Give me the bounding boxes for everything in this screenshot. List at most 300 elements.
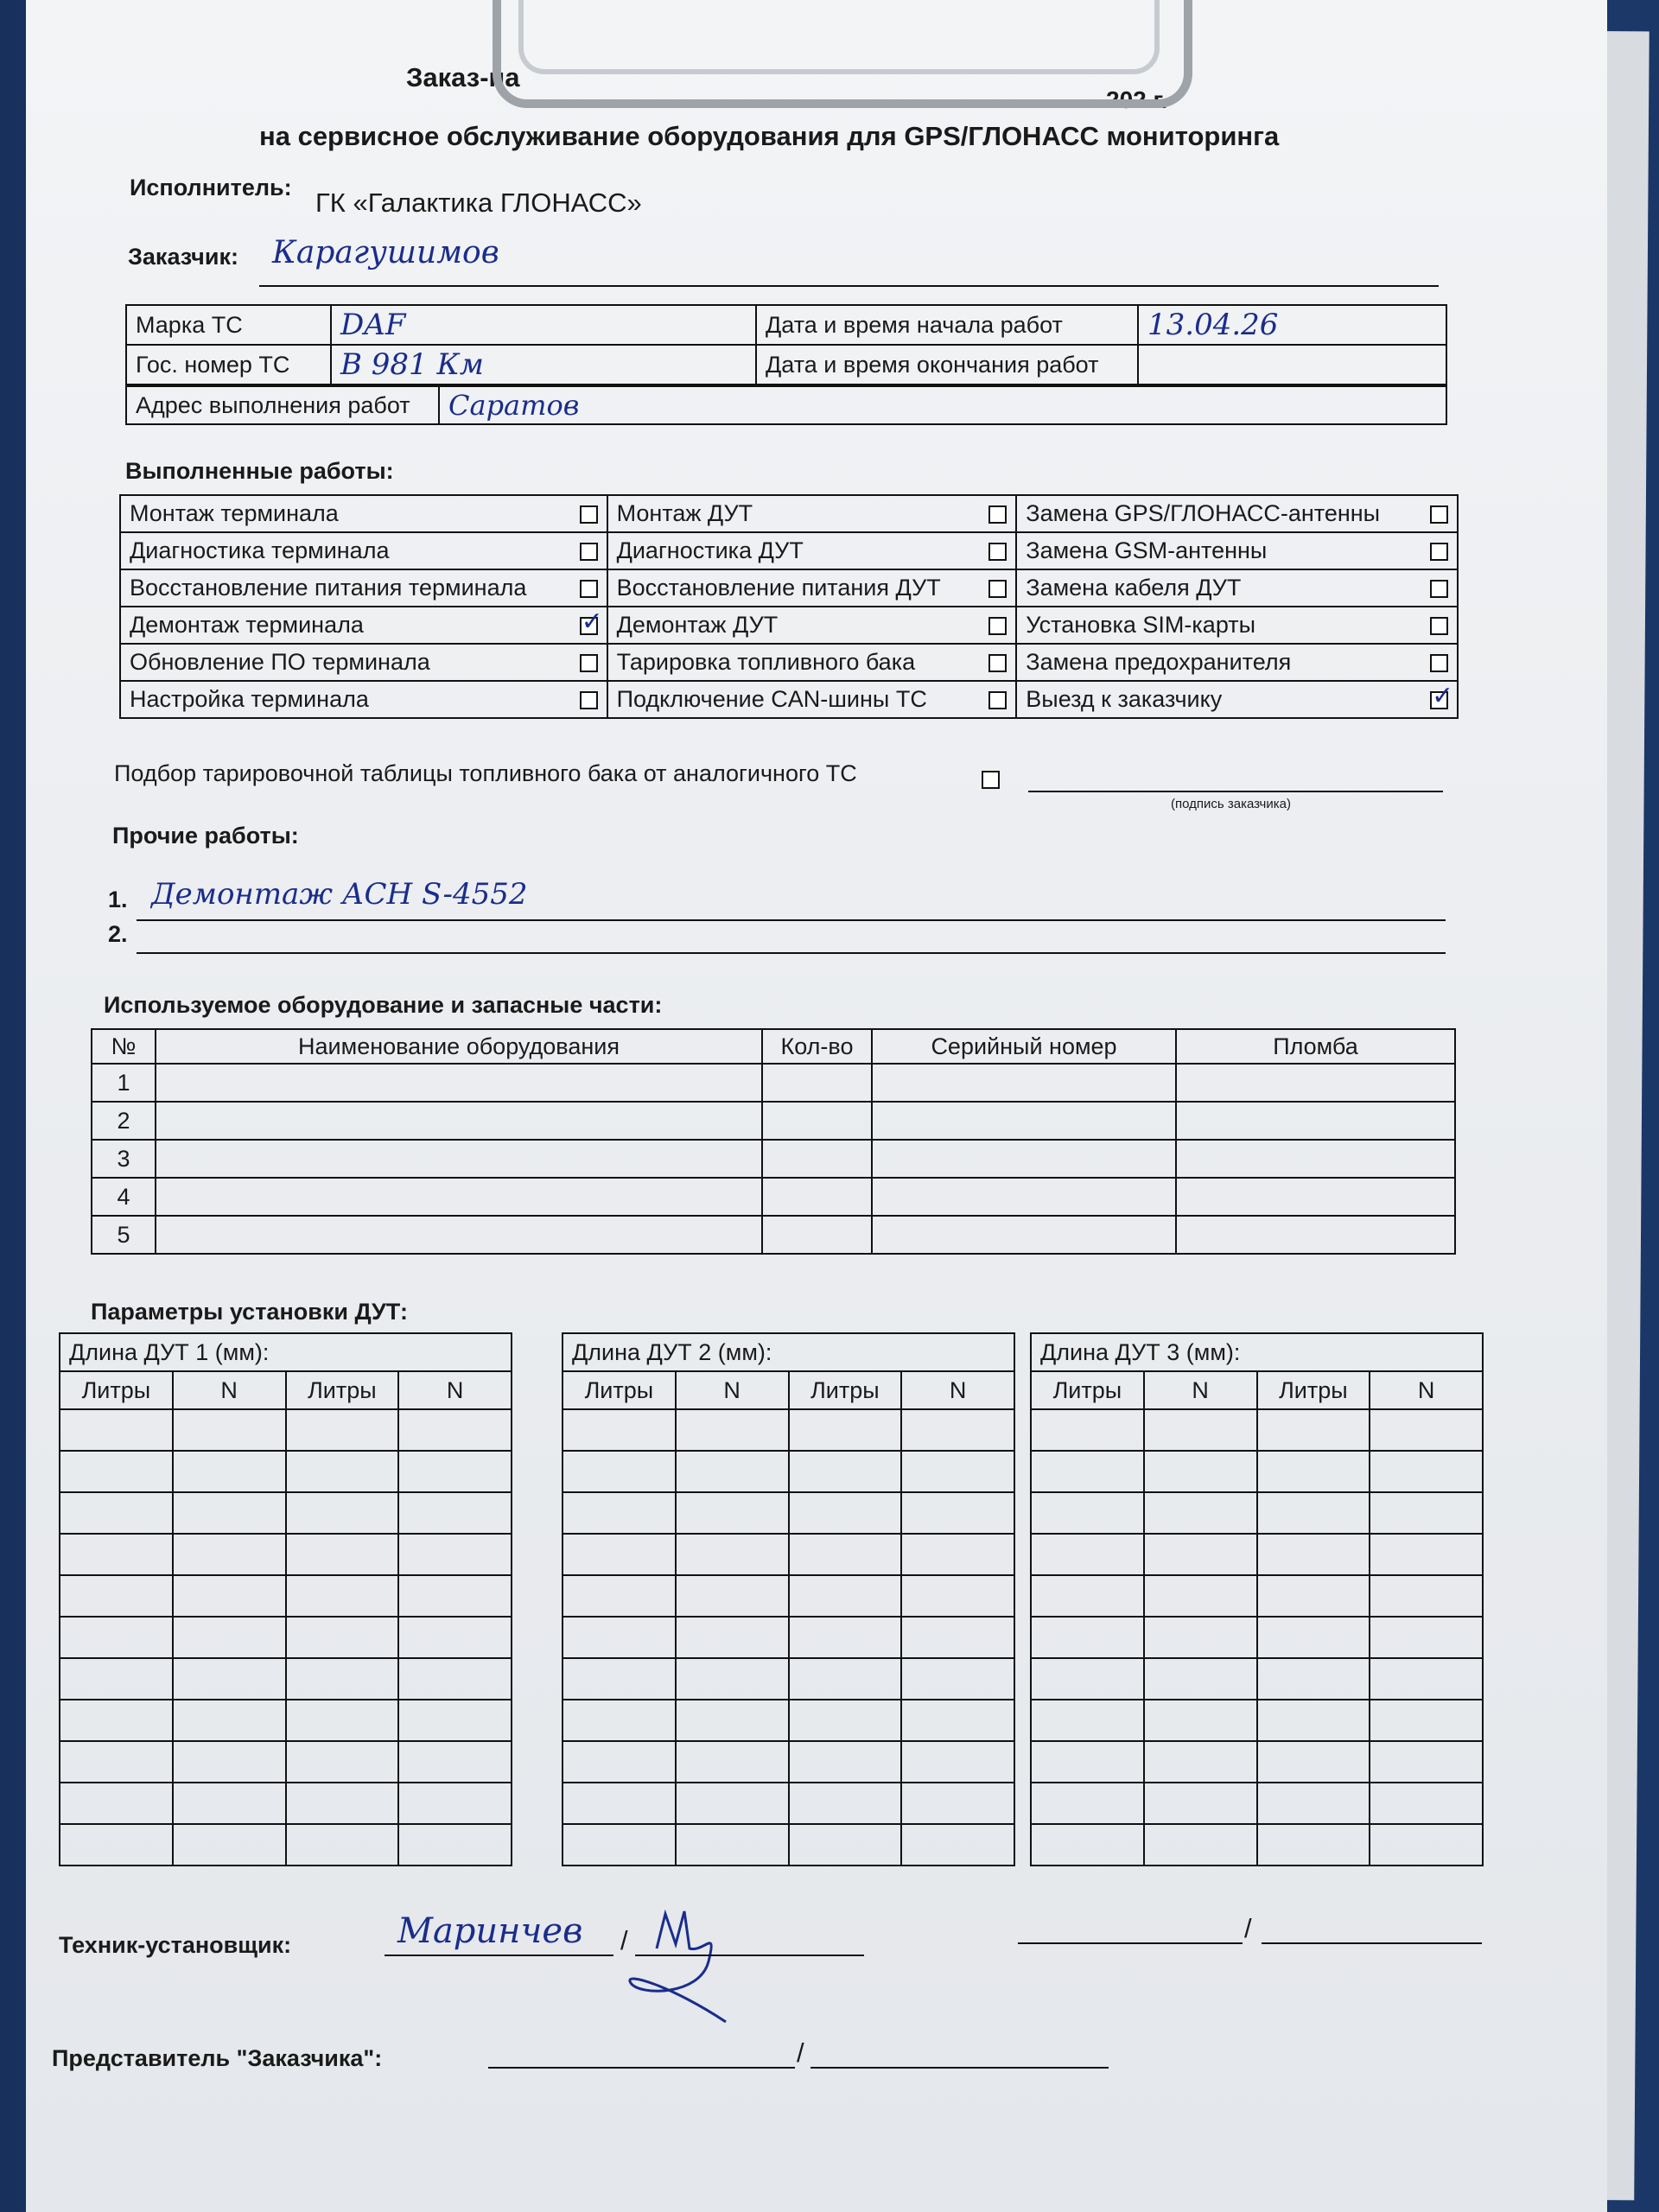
fuel-table-cell[interactable] (563, 1534, 676, 1575)
equipment-row-number: 3 (92, 1140, 156, 1178)
fuel-table-cell[interactable] (563, 1824, 676, 1866)
work-item-checkbox[interactable] (988, 580, 1007, 598)
fuel-table-cell[interactable] (1144, 1492, 1257, 1534)
fuel-table-row (563, 1451, 1014, 1492)
fuel-table-cell[interactable] (901, 1783, 1014, 1824)
fuel-table-cell[interactable] (1370, 1824, 1483, 1866)
work-item-label: Обновление ПО терминала (120, 644, 563, 681)
fuel-table-row (563, 1741, 1014, 1783)
equipment-row-number: 5 (92, 1216, 156, 1254)
equipment-row (92, 1140, 1455, 1178)
fuel-table-title-row (563, 1333, 1014, 1371)
fuel-table-row (60, 1783, 512, 1824)
fuel-table-cell[interactable] (676, 1575, 789, 1617)
equipment-header-cell: № (92, 1029, 156, 1064)
fuel-table-cell[interactable] (1257, 1534, 1370, 1575)
fuel-table-cell[interactable] (1370, 1700, 1483, 1741)
fuel-table-row (60, 1824, 512, 1866)
fuel-table-cell[interactable] (676, 1783, 789, 1824)
work-item-label: Замена GPS/ГЛОНАСС-антенны (1016, 495, 1414, 532)
customer-rep-line-1 (488, 2067, 795, 2069)
fuel-table-row (60, 1534, 512, 1575)
clipboard-clip-inner (518, 0, 1160, 74)
works-table (119, 494, 1459, 719)
work-item-checkbox[interactable] (1430, 691, 1448, 709)
equipment-cell[interactable] (762, 1102, 872, 1140)
equipment-cell[interactable] (872, 1178, 1176, 1216)
fuel-table-cell[interactable] (286, 1409, 399, 1451)
fuel-table-header-cell: Литры (789, 1371, 902, 1409)
equipment-cell[interactable] (872, 1064, 1176, 1102)
customer-underline (259, 285, 1439, 287)
fuel-table-cell[interactable] (1031, 1617, 1144, 1658)
equipment-cell[interactable] (1176, 1140, 1455, 1178)
fuel-table-cell[interactable] (286, 1451, 399, 1492)
work-item-label: Установка SIM-карты (1016, 607, 1414, 644)
fuel-table-cell[interactable] (398, 1700, 512, 1741)
fuel-table-cell[interactable] (1257, 1741, 1370, 1783)
equipment-cell[interactable] (156, 1178, 762, 1216)
work-item-checkbox[interactable] (988, 505, 1007, 524)
end-value (1138, 345, 1446, 385)
fuel-table-cell[interactable] (1257, 1783, 1370, 1824)
work-item-checkbox-cell (1414, 681, 1458, 718)
fuel-table-cell[interactable] (563, 1451, 676, 1492)
work-item-label: Настройка терминала (120, 681, 563, 718)
fuel-table-header-cell: Литры (286, 1371, 399, 1409)
fuel-table-cell[interactable] (173, 1409, 286, 1451)
fuel-table-row (563, 1700, 1014, 1741)
fuel-table-cell[interactable] (173, 1575, 286, 1617)
fuel-table-row (563, 1492, 1014, 1534)
fuel-table-cell[interactable] (789, 1492, 902, 1534)
fuel-table-row (60, 1617, 512, 1658)
fuel-table-cell[interactable] (1031, 1824, 1144, 1866)
fuel-table-cell[interactable] (1031, 1700, 1144, 1741)
work-item-label: Монтаж ДУТ (607, 495, 973, 532)
fuel-table-cell[interactable] (60, 1700, 173, 1741)
fuel-table-cell[interactable] (676, 1534, 789, 1575)
works-row (120, 532, 1458, 569)
fuel-table-cell[interactable] (286, 1617, 399, 1658)
fuel-table-cell[interactable] (398, 1783, 512, 1824)
fuel-table-cell[interactable] (901, 1492, 1014, 1534)
work-item-checkbox[interactable] (1430, 654, 1448, 672)
equipment-cell[interactable] (872, 1216, 1176, 1254)
fuel-table-cell[interactable] (286, 1658, 399, 1700)
work-item-checkbox-cell (972, 607, 1016, 644)
equipment-cell[interactable] (1176, 1064, 1455, 1102)
fuel-table-cell[interactable] (1257, 1409, 1370, 1451)
fuel-table-cell[interactable] (789, 1741, 902, 1783)
fuel-table-cell[interactable] (1144, 1824, 1257, 1866)
work-item-checkbox[interactable] (580, 505, 598, 524)
equipment-cell[interactable] (1176, 1216, 1455, 1254)
vehicle-table (125, 304, 1447, 385)
work-item-checkbox-cell (972, 495, 1016, 532)
work-item-label: Восстановление питания терминала (120, 569, 563, 607)
fuel-table-cell[interactable] (1257, 1658, 1370, 1700)
equipment-header-cell: Пломба (1176, 1029, 1455, 1064)
fuel-table-cell[interactable] (60, 1783, 173, 1824)
fuel-table-row (1031, 1492, 1483, 1534)
fuel-table-cell[interactable] (1031, 1534, 1144, 1575)
work-item-label: Диагностика терминала (120, 532, 563, 569)
equipment-cell[interactable] (156, 1216, 762, 1254)
fuel-table-cell[interactable] (789, 1617, 902, 1658)
fuel-table-header-row (60, 1371, 512, 1409)
work-item-checkbox[interactable] (580, 580, 598, 598)
work-item-label: Замена кабеля ДУТ (1016, 569, 1414, 607)
address-table (125, 385, 1447, 425)
fuel-table-cell[interactable] (901, 1534, 1014, 1575)
customer-rep-slash: / (797, 2037, 804, 2068)
work-item-checkbox[interactable] (988, 617, 1007, 635)
fuel-table-cell[interactable] (1144, 1575, 1257, 1617)
fuel-table-cell[interactable] (398, 1492, 512, 1534)
fuel-table-row (60, 1451, 512, 1492)
equipment-row-number: 2 (92, 1102, 156, 1140)
fuel-table-cell[interactable] (398, 1451, 512, 1492)
fuel-table-cell[interactable] (676, 1741, 789, 1783)
work-item-checkbox-cell (1414, 495, 1458, 532)
fuel-table-cell[interactable] (1370, 1741, 1483, 1783)
equipment-row-number: 4 (92, 1178, 156, 1216)
fuel-table-cell[interactable] (286, 1700, 399, 1741)
work-item-label: Диагностика ДУТ (607, 532, 973, 569)
fuel-table-header-row (563, 1371, 1014, 1409)
work-item-label: Восстановление питания ДУТ (607, 569, 973, 607)
fuel-table-cell[interactable] (901, 1824, 1014, 1866)
equipment-cell[interactable] (762, 1216, 872, 1254)
fuel-table-cell[interactable] (563, 1617, 676, 1658)
fuel-table-cell[interactable] (173, 1658, 286, 1700)
customer-value: Карагушимов (272, 235, 499, 270)
calibration-checkbox[interactable] (982, 771, 1000, 789)
fuel-table-cell[interactable] (173, 1492, 286, 1534)
fuel-table-header-cell: Литры (1257, 1371, 1370, 1409)
other-works-title: Прочие работы: (112, 823, 299, 849)
fuel-table-cell[interactable] (563, 1658, 676, 1700)
fuel-table-cell[interactable] (286, 1575, 399, 1617)
fuel-table-cell[interactable] (398, 1658, 512, 1700)
fuel-table-row (60, 1492, 512, 1534)
fuel-table-header-cell: Литры (60, 1371, 173, 1409)
works-row (120, 495, 1458, 532)
equipment-header-cell: Серийный номер (872, 1029, 1176, 1064)
other-work-1-num: 1. (108, 887, 128, 912)
fuel-table-cell[interactable] (173, 1783, 286, 1824)
work-item-checkbox[interactable] (988, 543, 1007, 561)
fuel-table-row (563, 1534, 1014, 1575)
work-item-checkbox-cell (563, 532, 607, 569)
fuel-table-cell[interactable] (676, 1451, 789, 1492)
equipment-cell[interactable] (762, 1140, 872, 1178)
fuel-table-cell[interactable] (789, 1409, 902, 1451)
brand-label: Марка ТС (126, 305, 331, 345)
brand-value: DAF (331, 305, 756, 345)
fuel-table-cell[interactable] (901, 1700, 1014, 1741)
work-item-checkbox-cell (1414, 569, 1458, 607)
fuel-table-cell[interactable] (1370, 1783, 1483, 1824)
technician-sign-text (670, 1905, 671, 1906)
fuel-table-cell[interactable] (1370, 1451, 1483, 1492)
fuel-table-cell[interactable] (60, 1492, 173, 1534)
equipment-cell[interactable] (156, 1102, 762, 1140)
fuel-table-cell[interactable] (60, 1824, 173, 1866)
fuel-table-cell[interactable] (60, 1575, 173, 1617)
fuel-table-cell[interactable] (789, 1534, 902, 1575)
fuel-table-cell[interactable] (789, 1824, 902, 1866)
fuel-table-header-cell: Литры (1031, 1371, 1144, 1409)
fuel-table-header-cell: N (173, 1371, 286, 1409)
fuel-table-cell[interactable] (789, 1658, 902, 1700)
fuel-table-cell[interactable] (1031, 1741, 1144, 1783)
address-value: Саратов (439, 386, 1446, 424)
fuel-table-cell[interactable] (563, 1700, 676, 1741)
equipment-cell[interactable] (156, 1064, 762, 1102)
fuel-table-cell[interactable] (1370, 1492, 1483, 1534)
work-item-checkbox-cell (1414, 607, 1458, 644)
fuel-table-cell[interactable] (901, 1409, 1014, 1451)
equipment-cell[interactable] (156, 1140, 762, 1178)
fuel-table-row (60, 1700, 512, 1741)
work-order-sheet (26, 0, 1607, 2212)
work-item-checkbox[interactable] (988, 654, 1007, 672)
fuel-table-cell[interactable] (173, 1451, 286, 1492)
fuel-table-row (1031, 1741, 1483, 1783)
fuel-table-cell[interactable] (676, 1617, 789, 1658)
fuel-table-cell[interactable] (1257, 1700, 1370, 1741)
work-item-checkbox-cell (563, 569, 607, 607)
fuel-table-row (60, 1575, 512, 1617)
fuel-table-cell[interactable] (1370, 1409, 1483, 1451)
equipment-table (91, 1028, 1456, 1255)
work-item-label: Замена GSM-антенны (1016, 532, 1414, 569)
fuel-table-cell[interactable] (1031, 1492, 1144, 1534)
customer-rep-line-2 (810, 2067, 1109, 2069)
work-item-label: Замена предохранителя (1016, 644, 1414, 681)
fuel-table-cell[interactable] (1031, 1783, 1144, 1824)
plate-label: Гос. номер ТС (126, 345, 331, 385)
fuel-table-cell[interactable] (1257, 1824, 1370, 1866)
equipment-cell[interactable] (872, 1102, 1176, 1140)
fuel-table-cell[interactable] (563, 1783, 676, 1824)
fuel-table-cell[interactable] (789, 1700, 902, 1741)
equipment-row (92, 1178, 1455, 1216)
start-label: Дата и время начала работ (756, 305, 1138, 345)
other-work-2-num: 2. (108, 921, 128, 947)
work-item-checkbox[interactable] (580, 543, 598, 561)
equipment-header-row (92, 1029, 1455, 1064)
fuel-table-row (1031, 1575, 1483, 1617)
works-title: Выполненные работы: (125, 458, 394, 484)
work-item-checkbox-cell (1414, 532, 1458, 569)
fuel-table-cell[interactable] (563, 1741, 676, 1783)
fuel-table-title-row (60, 1333, 512, 1371)
work-item-checkbox[interactable] (580, 617, 598, 635)
fuel-table-cell[interactable] (1144, 1409, 1257, 1451)
fuel-table-cell[interactable] (60, 1617, 173, 1658)
work-item-label: Монтаж терминала (120, 495, 563, 532)
equipment-cell[interactable] (762, 1064, 872, 1102)
work-item-label: Тарировка топливного бака (607, 644, 973, 681)
fuel-table-cell[interactable] (1144, 1534, 1257, 1575)
fuel-table-cell[interactable] (60, 1741, 173, 1783)
fuel-table-cell[interactable] (1144, 1700, 1257, 1741)
fuel-table-header-cell: N (1144, 1371, 1257, 1409)
equipment-header-cell: Кол-во (762, 1029, 872, 1064)
fuel-table-cell[interactable] (789, 1451, 902, 1492)
fuel-table-cell[interactable] (1257, 1617, 1370, 1658)
fuel-table-cell[interactable] (563, 1409, 676, 1451)
fuel-table-cell[interactable] (60, 1658, 173, 1700)
fuel-table-row (1031, 1824, 1483, 1866)
fuel-table-cell[interactable] (901, 1451, 1014, 1492)
fuel-table-cell[interactable] (398, 1741, 512, 1783)
fuel-table-title: Длина ДУТ 2 (мм): (563, 1333, 1014, 1371)
fuel-table-cell[interactable] (286, 1783, 399, 1824)
fuel-table-header-cell: N (901, 1371, 1014, 1409)
fuel-table-cell[interactable] (563, 1492, 676, 1534)
fuel-table-cell[interactable] (286, 1492, 399, 1534)
fuel-table-row (563, 1617, 1014, 1658)
fuel-table-cell[interactable] (173, 1617, 286, 1658)
work-item-checkbox[interactable] (1430, 543, 1448, 561)
technician-sign-line (635, 1955, 864, 1956)
work-item-checkbox[interactable] (580, 691, 598, 709)
fuel-table-cell[interactable] (1144, 1617, 1257, 1658)
fuel-table-row (1031, 1783, 1483, 1824)
equipment-cell[interactable] (762, 1178, 872, 1216)
equipment-row (92, 1102, 1455, 1140)
work-item-checkbox[interactable] (1430, 505, 1448, 524)
equipment-cell[interactable] (872, 1140, 1176, 1178)
work-item-checkbox-cell (563, 644, 607, 681)
fuel-table-cell[interactable] (173, 1700, 286, 1741)
fuel-table-cell[interactable] (1031, 1575, 1144, 1617)
fuel-table-row (1031, 1617, 1483, 1658)
work-item-checkbox-cell (972, 532, 1016, 569)
fuel-table-cell[interactable] (398, 1617, 512, 1658)
fuel-table-cell[interactable] (1031, 1409, 1144, 1451)
fuel-table-cell[interactable] (1257, 1492, 1370, 1534)
fuel-table-cell[interactable] (60, 1409, 173, 1451)
fuel-table-header-cell: N (676, 1371, 789, 1409)
end-label: Дата и время окончания работ (756, 345, 1138, 385)
fuel-table-cell[interactable] (173, 1824, 286, 1866)
address-label: Адрес выполнения работ (126, 386, 439, 424)
extra-slash: / (1244, 1913, 1252, 1943)
works-row (120, 569, 1458, 607)
fuel-table-cell[interactable] (1257, 1451, 1370, 1492)
fuel-table-cell[interactable] (901, 1575, 1014, 1617)
work-item-checkbox[interactable] (580, 654, 598, 672)
fuel-table-row (563, 1409, 1014, 1451)
fuel-table-cell[interactable] (901, 1617, 1014, 1658)
fuel-table-cell[interactable] (1144, 1783, 1257, 1824)
fuel-table-cell[interactable] (1031, 1658, 1144, 1700)
technician-slash: / (620, 1925, 628, 1955)
fuel-table-cell[interactable] (398, 1534, 512, 1575)
fuel-table-cell[interactable] (1031, 1451, 1144, 1492)
fuel-table-cell[interactable] (286, 1534, 399, 1575)
customer-signature-line (1028, 791, 1443, 792)
work-item-checkbox[interactable] (988, 691, 1007, 709)
technician-label: Техник-установщик: (59, 1932, 292, 1958)
work-item-checkbox-cell (563, 681, 607, 718)
fuel-table-cell[interactable] (676, 1409, 789, 1451)
fuel-table-cell[interactable] (901, 1658, 1014, 1700)
fuel-table-cell[interactable] (676, 1658, 789, 1700)
fuel-table-3 (1030, 1332, 1484, 1866)
extra-sign-line-2 (1262, 1942, 1482, 1944)
executor-label: Исполнитель: (130, 175, 292, 200)
work-item-checkbox[interactable] (1430, 580, 1448, 598)
equipment-row (92, 1216, 1455, 1254)
fuel-table-cell[interactable] (1144, 1451, 1257, 1492)
calibration-label: Подбор тарировочной таблицы топливного бака от аналогичного ТС (114, 760, 857, 786)
fuel-table-cell[interactable] (60, 1534, 173, 1575)
fuel-table-cell[interactable] (1257, 1575, 1370, 1617)
fuel-table-cell[interactable] (676, 1824, 789, 1866)
fuel-table-cell[interactable] (286, 1741, 399, 1783)
fuel-table-cell[interactable] (398, 1575, 512, 1617)
works-row (120, 607, 1458, 644)
fuel-table-header-cell: N (398, 1371, 512, 1409)
fuel-table-cell[interactable] (173, 1741, 286, 1783)
fuel-table-cell[interactable] (789, 1575, 902, 1617)
fuel-table-title: Длина ДУТ 3 (мм): (1031, 1333, 1483, 1371)
fuel-table-cell[interactable] (563, 1575, 676, 1617)
fuel-table-row (1031, 1451, 1483, 1492)
work-item-checkbox-cell (972, 644, 1016, 681)
fuel-table-cell[interactable] (1144, 1741, 1257, 1783)
work-item-checkbox-cell (972, 681, 1016, 718)
work-item-checkbox-cell (563, 495, 607, 532)
fuel-table-cell[interactable] (173, 1534, 286, 1575)
fuel-table-row (1031, 1534, 1483, 1575)
extra-sign-line-1 (1018, 1942, 1243, 1944)
equipment-cell[interactable] (1176, 1178, 1455, 1216)
fuel-table-cell[interactable] (901, 1741, 1014, 1783)
other-work-2-line (137, 952, 1446, 954)
fuel-table-cell[interactable] (789, 1783, 902, 1824)
fuel-table-header-cell: Литры (563, 1371, 676, 1409)
fuel-table-cell[interactable] (1370, 1658, 1483, 1700)
fuel-table-cell[interactable] (1144, 1658, 1257, 1700)
fuel-table-cell[interactable] (286, 1824, 399, 1866)
fuel-table-row (563, 1824, 1014, 1866)
fuel-table-cell[interactable] (676, 1700, 789, 1741)
fuel-table-cell[interactable] (60, 1451, 173, 1492)
equipment-title: Используемое оборудование и запасные части: (104, 992, 663, 1018)
work-item-checkbox-cell (972, 569, 1016, 607)
fuel-params-title: Параметры установки ДУТ: (91, 1299, 408, 1325)
fuel-table-cell[interactable] (1370, 1534, 1483, 1575)
fuel-table-cell[interactable] (676, 1492, 789, 1534)
technician-name-line (385, 1955, 613, 1956)
fuel-table-cell[interactable] (1370, 1575, 1483, 1617)
equipment-cell[interactable] (1176, 1102, 1455, 1140)
fuel-table-cell[interactable] (398, 1824, 512, 1866)
fuel-table-cell[interactable] (398, 1409, 512, 1451)
start-value: 13.04.26 (1138, 305, 1446, 345)
fuel-table-cell[interactable] (1370, 1617, 1483, 1658)
work-item-checkbox[interactable] (1430, 617, 1448, 635)
equipment-header-cell: Наименование оборудования (156, 1029, 762, 1064)
fuel-table-row (60, 1409, 512, 1451)
